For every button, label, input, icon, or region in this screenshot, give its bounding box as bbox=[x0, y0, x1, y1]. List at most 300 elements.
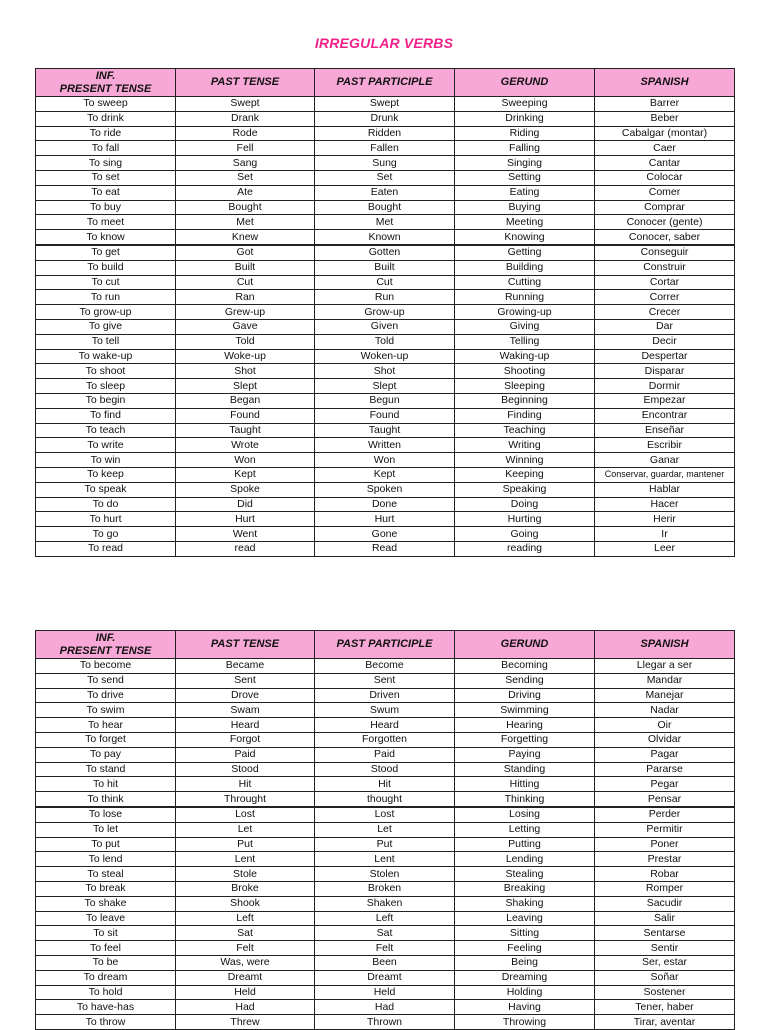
cell-past-tense: Began bbox=[176, 393, 315, 408]
table-row bbox=[36, 170, 735, 185]
cell-infinitive: To sit bbox=[36, 926, 176, 941]
cell-past-participle: Lent bbox=[315, 852, 455, 867]
cell-past-tense: read bbox=[176, 541, 315, 556]
cell-past-participle: Eaten bbox=[315, 185, 455, 200]
table-row bbox=[36, 334, 735, 349]
cell-infinitive: To sweep bbox=[36, 97, 176, 112]
cell-past-participle: Sent bbox=[315, 673, 455, 688]
cell-spanish: Leer bbox=[595, 541, 735, 556]
cell-past-tense: Wrote bbox=[176, 438, 315, 453]
cell-gerund: Standing bbox=[455, 762, 595, 777]
cell-past-participle: Found bbox=[315, 408, 455, 423]
cell-gerund: Eating bbox=[455, 185, 595, 200]
cell-spanish: Crecer bbox=[595, 305, 735, 320]
table-row bbox=[36, 837, 735, 852]
cell-spanish: Soñar bbox=[595, 970, 735, 985]
cell-infinitive: To hear bbox=[36, 718, 176, 733]
cell-gerund: Singing bbox=[455, 156, 595, 171]
cell-infinitive: To sleep bbox=[36, 379, 176, 394]
cell-past-tense: Told bbox=[176, 334, 315, 349]
table-row bbox=[36, 200, 735, 215]
cell-past-tense: Woke-up bbox=[176, 349, 315, 364]
cell-infinitive: To steal bbox=[36, 867, 176, 882]
cell-infinitive: To find bbox=[36, 408, 176, 423]
cell-spanish: Salir bbox=[595, 911, 735, 926]
cell-gerund: Buying bbox=[455, 200, 595, 215]
cell-spanish: Cantar bbox=[595, 156, 735, 171]
cell-gerund: Thinking bbox=[455, 792, 595, 807]
cell-past-tense: Left bbox=[176, 911, 315, 926]
cell-infinitive: To set bbox=[36, 170, 176, 185]
cell-past-participle: Put bbox=[315, 837, 455, 852]
cell-infinitive: To buy bbox=[36, 200, 176, 215]
table-row bbox=[36, 349, 735, 364]
cell-gerund: Breaking bbox=[455, 881, 595, 896]
cell-infinitive: To become bbox=[36, 659, 176, 674]
cell-gerund: Building bbox=[455, 260, 595, 275]
cell-gerund: Sitting bbox=[455, 926, 595, 941]
table-row bbox=[36, 659, 735, 674]
verbs-table-2 bbox=[35, 630, 735, 1030]
cell-infinitive: To fall bbox=[36, 141, 176, 156]
header-spanish: SPANISH bbox=[595, 69, 735, 97]
cell-past-participle: Dreamt bbox=[315, 970, 455, 985]
table-row bbox=[36, 512, 735, 527]
cell-past-participle: Ridden bbox=[315, 126, 455, 141]
cell-spanish: Hablar bbox=[595, 482, 735, 497]
cell-past-tense: Lost bbox=[176, 807, 315, 822]
cell-spanish: Llegar a ser bbox=[595, 659, 735, 674]
cell-spanish: Empezar bbox=[595, 393, 735, 408]
cell-past-participle: Gone bbox=[315, 527, 455, 542]
cell-past-participle: Broken bbox=[315, 881, 455, 896]
cell-past-participle: Fallen bbox=[315, 141, 455, 156]
cell-past-participle: Taught bbox=[315, 423, 455, 438]
cell-infinitive: To shake bbox=[36, 896, 176, 911]
cell-past-tense: Felt bbox=[176, 941, 315, 956]
cell-past-tense: Knew bbox=[176, 230, 315, 245]
cell-spanish: Dar bbox=[595, 319, 735, 334]
cell-past-participle: Left bbox=[315, 911, 455, 926]
cell-spanish: Herir bbox=[595, 512, 735, 527]
table-row bbox=[36, 290, 735, 305]
cell-gerund: reading bbox=[455, 541, 595, 556]
cell-past-participle: Given bbox=[315, 319, 455, 334]
cell-past-tense: Lent bbox=[176, 852, 315, 867]
table-row bbox=[36, 1000, 735, 1015]
cell-gerund: Riding bbox=[455, 126, 595, 141]
table-row bbox=[36, 185, 735, 200]
cell-gerund: Meeting bbox=[455, 215, 595, 230]
cell-past-tense: Became bbox=[176, 659, 315, 674]
cell-past-participle: Forgotten bbox=[315, 732, 455, 747]
cell-spanish: Cabalgar (montar) bbox=[595, 126, 735, 141]
cell-gerund: Losing bbox=[455, 807, 595, 822]
cell-past-tense: Threw bbox=[176, 1015, 315, 1030]
header-past-tense: PAST TENSE bbox=[176, 631, 315, 659]
cell-spanish: Sentarse bbox=[595, 926, 735, 941]
cell-infinitive: To write bbox=[36, 438, 176, 453]
cell-gerund: Teaching bbox=[455, 423, 595, 438]
cell-gerund: Getting bbox=[455, 245, 595, 260]
cell-past-tense: Broke bbox=[176, 881, 315, 896]
cell-gerund: Throwing bbox=[455, 1015, 595, 1030]
cell-past-participle: Told bbox=[315, 334, 455, 349]
cell-infinitive: To have-has bbox=[36, 1000, 176, 1015]
cell-spanish: Cortar bbox=[595, 275, 735, 290]
cell-past-participle: Heard bbox=[315, 718, 455, 733]
cell-spanish: Permitir bbox=[595, 822, 735, 837]
cell-gerund: Telling bbox=[455, 334, 595, 349]
cell-spanish: Hacer bbox=[595, 497, 735, 512]
cell-past-tense: Cut bbox=[176, 275, 315, 290]
cell-gerund: Winning bbox=[455, 453, 595, 468]
cell-gerund: Giving bbox=[455, 319, 595, 334]
cell-spanish: Romper bbox=[595, 881, 735, 896]
cell-gerund: Sleeping bbox=[455, 379, 595, 394]
cell-gerund: Setting bbox=[455, 170, 595, 185]
cell-spanish: Nadar bbox=[595, 703, 735, 718]
header-infinitive: INF. PRESENT TENSE bbox=[36, 69, 176, 97]
cell-past-participle: Paid bbox=[315, 747, 455, 762]
cell-infinitive: To teach bbox=[36, 423, 176, 438]
cell-gerund: Forgetting bbox=[455, 732, 595, 747]
table-row bbox=[36, 111, 735, 126]
cell-infinitive: To break bbox=[36, 881, 176, 896]
table-row bbox=[36, 718, 735, 733]
cell-past-participle: Sat bbox=[315, 926, 455, 941]
cell-past-participle: Shaken bbox=[315, 896, 455, 911]
cell-gerund: Waking-up bbox=[455, 349, 595, 364]
cell-infinitive: To dream bbox=[36, 970, 176, 985]
header-row bbox=[36, 631, 735, 659]
table-row bbox=[36, 896, 735, 911]
cell-spanish: Enseñar bbox=[595, 423, 735, 438]
cell-past-participle: Built bbox=[315, 260, 455, 275]
cell-gerund: Shaking bbox=[455, 896, 595, 911]
cell-gerund: Finding bbox=[455, 408, 595, 423]
cell-infinitive: To drink bbox=[36, 111, 176, 126]
cell-past-tense: Hurt bbox=[176, 512, 315, 527]
cell-past-participle: Kept bbox=[315, 467, 455, 482]
table-row bbox=[36, 807, 735, 822]
cell-past-participle: thought bbox=[315, 792, 455, 807]
cell-past-tense: Had bbox=[176, 1000, 315, 1015]
cell-past-participle: Become bbox=[315, 659, 455, 674]
cell-past-tense: Won bbox=[176, 453, 315, 468]
cell-spanish: Comer bbox=[595, 185, 735, 200]
table-row bbox=[36, 732, 735, 747]
cell-gerund: Stealing bbox=[455, 867, 595, 882]
cell-gerund: Running bbox=[455, 290, 595, 305]
table-row bbox=[36, 792, 735, 807]
cell-spanish: Tirar, aventar bbox=[595, 1015, 735, 1030]
cell-gerund: Being bbox=[455, 955, 595, 970]
cell-infinitive: To speak bbox=[36, 482, 176, 497]
cell-past-participle: Drunk bbox=[315, 111, 455, 126]
cell-past-participle: Spoken bbox=[315, 482, 455, 497]
cell-past-tense: Gave bbox=[176, 319, 315, 334]
verbs-table-1 bbox=[35, 68, 735, 557]
cell-past-tense: Rode bbox=[176, 126, 315, 141]
cell-past-participle: Gotten bbox=[315, 245, 455, 260]
cell-spanish: Conocer, saber bbox=[595, 230, 735, 245]
cell-past-participle: Set bbox=[315, 170, 455, 185]
cell-spanish: Sacudir bbox=[595, 896, 735, 911]
cell-spanish: Robar bbox=[595, 867, 735, 882]
cell-spanish: Beber bbox=[595, 111, 735, 126]
cell-past-participle: Known bbox=[315, 230, 455, 245]
cell-past-tense: Sat bbox=[176, 926, 315, 941]
cell-past-participle: Woken-up bbox=[315, 349, 455, 364]
cell-spanish: Poner bbox=[595, 837, 735, 852]
cell-spanish: Pensar bbox=[595, 792, 735, 807]
cell-gerund: Swimming bbox=[455, 703, 595, 718]
table-row bbox=[36, 867, 735, 882]
cell-spanish: Decir bbox=[595, 334, 735, 349]
table-row bbox=[36, 822, 735, 837]
cell-spanish: Caer bbox=[595, 141, 735, 156]
cell-past-tense: Got bbox=[176, 245, 315, 260]
cell-spanish: Correr bbox=[595, 290, 735, 305]
cell-infinitive: To do bbox=[36, 497, 176, 512]
cell-past-participle: Let bbox=[315, 822, 455, 837]
cell-gerund: Sweeping bbox=[455, 97, 595, 112]
table-row bbox=[36, 319, 735, 334]
cell-infinitive: To swim bbox=[36, 703, 176, 718]
cell-spanish: Ir bbox=[595, 527, 735, 542]
cell-spanish: Mandar bbox=[595, 673, 735, 688]
cell-spanish: Ganar bbox=[595, 453, 735, 468]
cell-past-tense: Kept bbox=[176, 467, 315, 482]
cell-past-tense: Set bbox=[176, 170, 315, 185]
table-row bbox=[36, 97, 735, 112]
header-gerund: GERUND bbox=[455, 69, 595, 97]
cell-infinitive: To begin bbox=[36, 393, 176, 408]
table-row bbox=[36, 305, 735, 320]
cell-infinitive: To think bbox=[36, 792, 176, 807]
cell-infinitive: To be bbox=[36, 955, 176, 970]
cell-past-tense: Paid bbox=[176, 747, 315, 762]
cell-gerund: Hearing bbox=[455, 718, 595, 733]
cell-past-tense: Stood bbox=[176, 762, 315, 777]
cell-past-tense: Went bbox=[176, 527, 315, 542]
cell-past-tense: Slept bbox=[176, 379, 315, 394]
table-row bbox=[36, 673, 735, 688]
table-row bbox=[36, 852, 735, 867]
cell-past-participle: Driven bbox=[315, 688, 455, 703]
cell-gerund: Letting bbox=[455, 822, 595, 837]
table-row bbox=[36, 881, 735, 896]
header-past-participle: PAST PARTICIPLE bbox=[315, 69, 455, 97]
table-row bbox=[36, 467, 735, 482]
cell-gerund: Feeling bbox=[455, 941, 595, 956]
cell-past-tense: Drank bbox=[176, 111, 315, 126]
cell-spanish: Olvidar bbox=[595, 732, 735, 747]
cell-infinitive: To cut bbox=[36, 275, 176, 290]
cell-spanish: Manejar bbox=[595, 688, 735, 703]
table-row bbox=[36, 985, 735, 1000]
cell-gerund: Driving bbox=[455, 688, 595, 703]
cell-spanish: Colocar bbox=[595, 170, 735, 185]
cell-infinitive: To lend bbox=[36, 852, 176, 867]
cell-infinitive: To build bbox=[36, 260, 176, 275]
table-row bbox=[36, 379, 735, 394]
cell-past-tense: Ran bbox=[176, 290, 315, 305]
table-row bbox=[36, 497, 735, 512]
cell-spanish: Comprar bbox=[595, 200, 735, 215]
cell-past-tense: Sent bbox=[176, 673, 315, 688]
cell-past-tense: Sang bbox=[176, 156, 315, 171]
cell-infinitive: To put bbox=[36, 837, 176, 852]
cell-gerund: Having bbox=[455, 1000, 595, 1015]
header-spanish: SPANISH bbox=[595, 631, 735, 659]
table-row bbox=[36, 703, 735, 718]
cell-infinitive: To grow-up bbox=[36, 305, 176, 320]
cell-past-participle: Stood bbox=[315, 762, 455, 777]
cell-spanish: Sentir bbox=[595, 941, 735, 956]
cell-spanish: Prestar bbox=[595, 852, 735, 867]
cell-past-tense: Bought bbox=[176, 200, 315, 215]
table-row bbox=[36, 438, 735, 453]
page-title: IRREGULAR VERBS bbox=[314, 35, 454, 51]
cell-infinitive: To tell bbox=[36, 334, 176, 349]
cell-past-participle: Hurt bbox=[315, 512, 455, 527]
cell-spanish: Construir bbox=[595, 260, 735, 275]
table-row bbox=[36, 230, 735, 245]
cell-infinitive: To eat bbox=[36, 185, 176, 200]
cell-past-tense: Drove bbox=[176, 688, 315, 703]
cell-spanish: Conseguir bbox=[595, 245, 735, 260]
cell-past-participle: Thrown bbox=[315, 1015, 455, 1030]
cell-past-tense: Shook bbox=[176, 896, 315, 911]
cell-gerund: Sending bbox=[455, 673, 595, 688]
table-row bbox=[36, 970, 735, 985]
cell-past-tense: Was, were bbox=[176, 955, 315, 970]
cell-spanish: Dormir bbox=[595, 379, 735, 394]
cell-infinitive: To get bbox=[36, 245, 176, 260]
cell-infinitive: To know bbox=[36, 230, 176, 245]
cell-infinitive: To sing bbox=[36, 156, 176, 171]
table-row bbox=[36, 926, 735, 941]
cell-past-tense: Let bbox=[176, 822, 315, 837]
cell-past-tense: Hit bbox=[176, 777, 315, 792]
cell-past-participle: Bought bbox=[315, 200, 455, 215]
cell-gerund: Becoming bbox=[455, 659, 595, 674]
cell-spanish: Disparar bbox=[595, 364, 735, 379]
cell-spanish: Escribir bbox=[595, 438, 735, 453]
cell-past-participle: Slept bbox=[315, 379, 455, 394]
table-row bbox=[36, 453, 735, 468]
cell-past-participle: Swum bbox=[315, 703, 455, 718]
header-row bbox=[36, 69, 735, 97]
cell-infinitive: To win bbox=[36, 453, 176, 468]
cell-gerund: Hurting bbox=[455, 512, 595, 527]
cell-past-tense: Swam bbox=[176, 703, 315, 718]
cell-infinitive: To keep bbox=[36, 467, 176, 482]
cell-past-tense: Held bbox=[176, 985, 315, 1000]
cell-infinitive: To wake-up bbox=[36, 349, 176, 364]
cell-past-participle: Sung bbox=[315, 156, 455, 171]
cell-infinitive: To hurt bbox=[36, 512, 176, 527]
cell-gerund: Doing bbox=[455, 497, 595, 512]
table-row bbox=[36, 911, 735, 926]
cell-gerund: Dreaming bbox=[455, 970, 595, 985]
header-past-participle: PAST PARTICIPLE bbox=[315, 631, 455, 659]
cell-spanish: Pagar bbox=[595, 747, 735, 762]
cell-past-participle: Cut bbox=[315, 275, 455, 290]
cell-gerund: Going bbox=[455, 527, 595, 542]
table-row bbox=[36, 688, 735, 703]
cell-past-tense: Met bbox=[176, 215, 315, 230]
cell-infinitive: To meet bbox=[36, 215, 176, 230]
cell-past-participle: Done bbox=[315, 497, 455, 512]
table-row bbox=[36, 527, 735, 542]
cell-infinitive: To hit bbox=[36, 777, 176, 792]
cell-past-participle: Had bbox=[315, 1000, 455, 1015]
cell-past-tense: Forgot bbox=[176, 732, 315, 747]
cell-gerund: Putting bbox=[455, 837, 595, 852]
cell-spanish: Encontrar bbox=[595, 408, 735, 423]
cell-past-participle: Grow-up bbox=[315, 305, 455, 320]
cell-past-participle: Written bbox=[315, 438, 455, 453]
cell-infinitive: To go bbox=[36, 527, 176, 542]
cell-past-participle: Met bbox=[315, 215, 455, 230]
cell-gerund: Knowing bbox=[455, 230, 595, 245]
cell-gerund: Keeping bbox=[455, 467, 595, 482]
table-row bbox=[36, 156, 735, 171]
cell-spanish: Conocer (gente) bbox=[595, 215, 735, 230]
table-row bbox=[36, 955, 735, 970]
table-row bbox=[36, 423, 735, 438]
cell-past-tense: Dreamt bbox=[176, 970, 315, 985]
header-infinitive: INF. PRESENT TENSE bbox=[36, 631, 176, 659]
table-row bbox=[36, 747, 735, 762]
cell-infinitive: To lose bbox=[36, 807, 176, 822]
cell-past-tense: Heard bbox=[176, 718, 315, 733]
cell-spanish: Barrer bbox=[595, 97, 735, 112]
header-past-tense: PAST TENSE bbox=[176, 69, 315, 97]
cell-past-tense: Ate bbox=[176, 185, 315, 200]
cell-past-tense: Put bbox=[176, 837, 315, 852]
table-row bbox=[36, 141, 735, 156]
cell-infinitive: To send bbox=[36, 673, 176, 688]
table-row bbox=[36, 364, 735, 379]
cell-infinitive: To let bbox=[36, 822, 176, 837]
cell-spanish: Despertar bbox=[595, 349, 735, 364]
cell-infinitive: To hold bbox=[36, 985, 176, 1000]
cell-past-tense: Found bbox=[176, 408, 315, 423]
cell-gerund: Falling bbox=[455, 141, 595, 156]
cell-past-participle: Run bbox=[315, 290, 455, 305]
cell-infinitive: To throw bbox=[36, 1015, 176, 1030]
cell-infinitive: To shoot bbox=[36, 364, 176, 379]
cell-gerund: Speaking bbox=[455, 482, 595, 497]
cell-infinitive: To run bbox=[36, 290, 176, 305]
table-row bbox=[36, 275, 735, 290]
cell-past-participle: Won bbox=[315, 453, 455, 468]
cell-spanish: Sostener bbox=[595, 985, 735, 1000]
cell-infinitive: To stand bbox=[36, 762, 176, 777]
cell-spanish: Ser, estar bbox=[595, 955, 735, 970]
cell-infinitive: To feel bbox=[36, 941, 176, 956]
table-row bbox=[36, 941, 735, 956]
cell-past-participle: Begun bbox=[315, 393, 455, 408]
cell-infinitive: To leave bbox=[36, 911, 176, 926]
cell-gerund: Beginning bbox=[455, 393, 595, 408]
cell-gerund: Holding bbox=[455, 985, 595, 1000]
cell-spanish: Pegar bbox=[595, 777, 735, 792]
